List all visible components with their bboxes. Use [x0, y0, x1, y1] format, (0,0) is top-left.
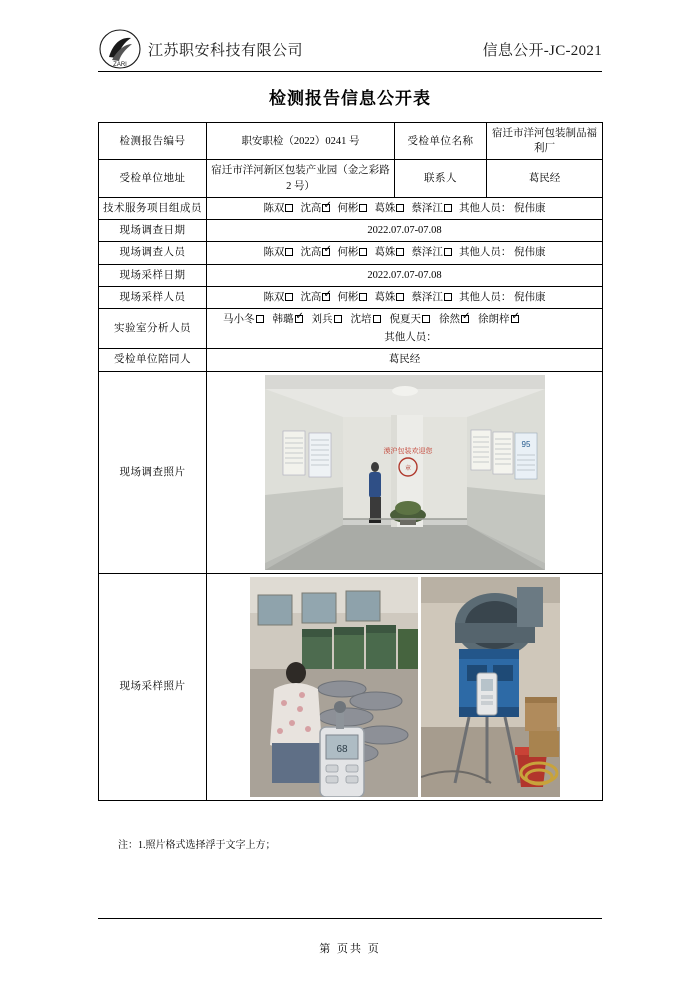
- lab-members-list: [211, 312, 598, 327]
- lab-staff-label: 实验室分析人员: [99, 308, 207, 348]
- checkbox-icon[interactable]: [322, 248, 330, 256]
- member-checkbox-item[interactable]: 葛姝: [374, 201, 404, 216]
- member-checkbox-item: 其他人员： 倪伟康: [458, 291, 546, 303]
- sample-photo-group: [250, 577, 560, 797]
- survey-photo-image: [265, 375, 545, 570]
- sample-date-value: 2022.07.07-07.08: [207, 264, 603, 286]
- checkbox-icon[interactable]: [396, 248, 404, 256]
- client-addr-label: 受检单位地址: [99, 160, 207, 197]
- page-title: 检测报告信息公开表: [269, 89, 431, 108]
- member-checkbox-item[interactable]: 蔡泽江: [411, 290, 452, 305]
- member-checkbox-item: 其他人员： 倪伟康: [458, 247, 546, 259]
- member-checkbox-item[interactable]: 马小冬: [223, 312, 264, 327]
- member-checkbox-item[interactable]: 蔡泽江: [411, 245, 452, 260]
- document-code: 信息公开-JC-2021: [482, 42, 602, 59]
- table-row: [99, 220, 603, 242]
- table-row: [99, 160, 603, 197]
- table-row: [99, 308, 603, 348]
- member-checkbox-item[interactable]: 何彬: [337, 201, 367, 216]
- survey-photo-cell: [207, 371, 603, 573]
- member-checkbox-item[interactable]: 沈高 ✓: [300, 201, 330, 216]
- member-checkbox-item[interactable]: 蔡泽江: [411, 201, 452, 216]
- checkbox-icon[interactable]: [359, 293, 367, 301]
- escort-value: 葛民经: [207, 349, 603, 371]
- survey-staff-cell: [207, 242, 603, 264]
- client-name-label: 受检单位名称: [395, 123, 487, 160]
- checkbox-icon[interactable]: [511, 315, 519, 323]
- checkbox-icon[interactable]: [334, 315, 342, 323]
- report-no-label: 检测报告编号: [99, 123, 207, 160]
- survey-staff-label: 现场调查人员: [99, 242, 207, 264]
- info-table: [98, 122, 603, 801]
- sample-members-list: [211, 290, 598, 305]
- team-members-cell: [207, 197, 603, 219]
- member-checkbox-item[interactable]: 陈双: [263, 201, 293, 216]
- svg-text:68: 68: [335, 743, 348, 755]
- svg-text:章: 章: [404, 465, 411, 472]
- survey-date-value: 2022.07.07-07.08: [207, 220, 603, 242]
- checkbox-icon[interactable]: [422, 315, 430, 323]
- sample-photo-right-image: [421, 577, 560, 797]
- team-label: 技术服务项目组成员: [99, 197, 207, 219]
- sample-photo-label: 现场采样照片: [99, 573, 207, 800]
- company-logo-icon: [98, 27, 142, 71]
- member-checkbox-item[interactable]: 韩璐 ✓: [273, 312, 303, 327]
- checkbox-icon[interactable]: [285, 204, 293, 212]
- page-header: [98, 26, 602, 72]
- table-row: [99, 349, 603, 371]
- footer-divider: [98, 918, 602, 919]
- checkbox-icon[interactable]: [322, 293, 330, 301]
- table-row: [99, 123, 603, 160]
- member-checkbox-item[interactable]: 陈双: [263, 290, 293, 305]
- sample-staff-label: 现场采样人员: [99, 286, 207, 308]
- svg-text:95: 95: [521, 439, 530, 449]
- sample-photo-cell: [207, 573, 603, 800]
- checkbox-icon[interactable]: [359, 204, 367, 212]
- contact-value: 葛民经: [487, 160, 603, 197]
- checkbox-icon[interactable]: [396, 204, 404, 212]
- member-checkbox-item[interactable]: 沈高 ✓: [300, 290, 330, 305]
- lab-staff-cell: [207, 308, 603, 348]
- sample-staff-cell: [207, 286, 603, 308]
- member-checkbox-item[interactable]: 沈培: [351, 312, 381, 327]
- page-number: 第 页共 页: [319, 943, 381, 955]
- member-checkbox-item[interactable]: 陈双: [263, 245, 293, 260]
- checkbox-icon[interactable]: [373, 315, 381, 323]
- member-checkbox-item[interactable]: 何彬: [337, 245, 367, 260]
- survey-photo-label: 现场调查照片: [99, 371, 207, 573]
- survey-members-list: [211, 245, 598, 260]
- team-members-list: [211, 201, 598, 216]
- header-divider: [98, 71, 602, 72]
- checkbox-icon[interactable]: [444, 248, 452, 256]
- client-addr-value: 宿迁市洋河新区包装产业园（金之彩路 2 号）: [207, 160, 395, 197]
- member-checkbox-item[interactable]: 刘兵: [312, 312, 342, 327]
- member-checkbox-item[interactable]: 葛姝: [374, 245, 404, 260]
- checkbox-icon[interactable]: [285, 248, 293, 256]
- table-row: [99, 286, 603, 308]
- table-row: [99, 197, 603, 219]
- checkbox-icon[interactable]: [444, 204, 452, 212]
- checkbox-icon[interactable]: [396, 293, 404, 301]
- checkbox-icon[interactable]: [444, 293, 452, 301]
- member-checkbox-item[interactable]: 徐朗梓✓: [478, 312, 519, 327]
- svg-text:漠沪包装欢迎您: 漠沪包装欢迎您: [383, 446, 432, 455]
- svg-text:ZARI: ZARI: [113, 62, 127, 68]
- table-row-survey-photo: [99, 371, 603, 573]
- member-checkbox-item[interactable]: 沈高 ✓: [300, 245, 330, 260]
- checkbox-icon[interactable]: [359, 248, 367, 256]
- checkbox-icon[interactable]: [295, 315, 303, 323]
- contact-label: 联系人: [395, 160, 487, 197]
- report-no-value: 职安职检（2022）0241 号: [207, 123, 395, 160]
- survey-date-label: 现场调查日期: [99, 220, 207, 242]
- company-name: 江苏职安科技有限公司: [148, 42, 304, 59]
- lab-other-label: 其他人员：: [384, 332, 437, 344]
- table-row-sample-photo: [99, 573, 603, 800]
- header-left: [98, 27, 303, 71]
- sample-date-label: 现场采样日期: [99, 264, 207, 286]
- member-checkbox-item[interactable]: 何彬: [337, 290, 367, 305]
- checkbox-icon[interactable]: [461, 315, 469, 323]
- table-row: [99, 264, 603, 286]
- escort-label: 受检单位陪同人: [99, 349, 207, 371]
- checkbox-icon[interactable]: [256, 315, 264, 323]
- member-checkbox-item[interactable]: 徐然 ✓: [439, 312, 469, 327]
- checkbox-icon[interactable]: [285, 293, 293, 301]
- sample-photo-left-image: [250, 577, 418, 797]
- client-name-value: 宿迁市洋河包装制品福利厂: [487, 123, 603, 160]
- table-row: [99, 242, 603, 264]
- member-checkbox-item[interactable]: 葛姝: [374, 290, 404, 305]
- member-checkbox-item[interactable]: 倪夏天: [390, 312, 431, 327]
- checkbox-icon[interactable]: [322, 204, 330, 212]
- member-checkbox-item: 其他人员： 倪伟康: [458, 202, 546, 214]
- footnote: 注：1.照片格式选择浮于文字上方；: [118, 840, 276, 851]
